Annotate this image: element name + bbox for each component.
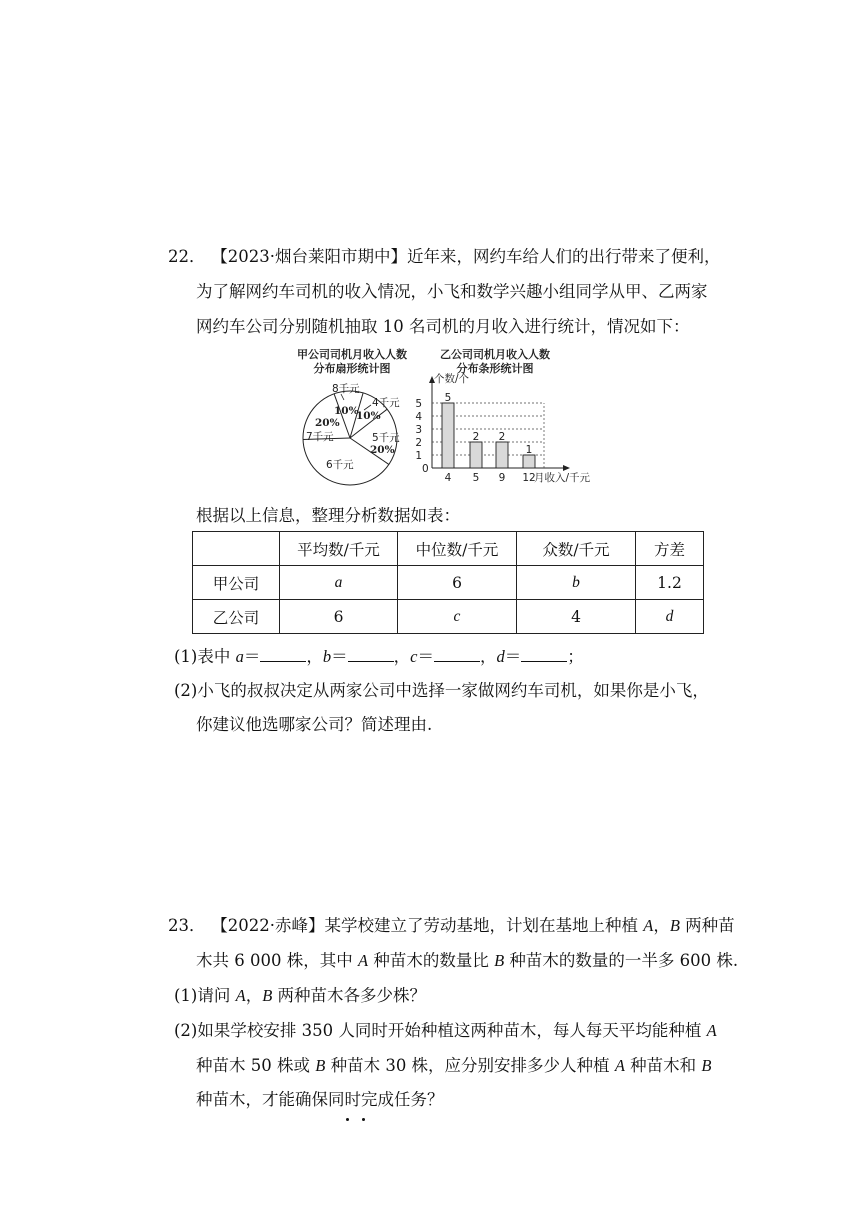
bar-value-label: 5	[444, 392, 452, 404]
table-header-median: 中位数/千元	[398, 532, 517, 566]
bar-value-label: 2	[498, 431, 506, 443]
question-number: 22．	[168, 247, 206, 266]
pie-title-line2: 分布扇形统计图	[313, 362, 391, 375]
pie-label-4k: 4千元	[372, 397, 400, 409]
table-cell: 1.2	[636, 566, 704, 600]
bar-4	[442, 403, 454, 468]
table-header-mean: 平均数/千元	[280, 532, 398, 566]
q23-line2: 木共 6 000 株，其中 A 种苗木的数量比 B 种苗木的数量的一半多 600 株.	[196, 951, 739, 970]
pie-label-7k: 7千元	[306, 431, 334, 443]
pie-pct-5k: 20%	[370, 444, 395, 456]
question-source: 【2023·烟台莱阳市期中】	[219, 247, 407, 266]
bar-9	[496, 442, 508, 468]
bar-value-label: 2	[472, 431, 480, 443]
charts-figure	[286, 344, 616, 489]
bar-value-label: 1	[525, 444, 533, 456]
table-header-mode: 众数/千元	[517, 532, 636, 566]
pie-label-8k: 8千元	[332, 383, 360, 395]
table-row	[193, 600, 704, 634]
answer-blank-a[interactable]	[260, 647, 306, 662]
bar-xtick: 9	[498, 472, 506, 484]
table-cell: b	[517, 566, 636, 600]
answer-blank-b[interactable]	[348, 647, 394, 662]
bar-title-line1: 乙公司司机月收入人数	[440, 348, 550, 361]
pie-pct-7k: 20%	[315, 417, 340, 429]
q22-line1: 22． 【2023·烟台莱阳市期中】近年来，网约车给人们的出行带来了便利，	[168, 247, 721, 266]
table-cell: 6	[398, 566, 517, 600]
emphasis-dot	[362, 1118, 365, 1121]
bar-origin: 0	[422, 463, 429, 475]
bar-ytick: 2	[415, 437, 422, 449]
pie-title-line1: 甲公司司机月收入人数	[297, 348, 407, 361]
bar-xlabel: 月收入/千元	[534, 472, 591, 484]
bar-xtick: 12	[522, 472, 536, 484]
pie-pct-8k: 10%	[334, 405, 359, 417]
table-row	[193, 566, 704, 600]
q22-part2-line1: (2)小飞的叔叔决定从两家公司中选择一家做网约车司机，如果你是小飞，	[174, 681, 709, 700]
bar-ytick: 1	[415, 450, 422, 462]
q23-part2-line1: (2)如果学校安排 350 人同时开始种植这两种苗木，每人每天平均能种植 A	[174, 1021, 717, 1040]
table-cell: 4	[517, 600, 636, 634]
bar-title-line2: 分布条形统计图	[456, 362, 534, 375]
pie-label-6k: 6千元	[326, 459, 354, 471]
pie-pct-4k: 10%	[356, 410, 381, 422]
q23-part2-line2: 种苗木 50 株或 B 种苗木 30 株，应分别安排多少人种植 A 种苗木和 B	[196, 1056, 712, 1075]
table-cell: 6	[280, 600, 398, 634]
table-cell: 甲公司	[193, 566, 280, 600]
table-intro: 根据以上信息，整理分析数据如表：	[196, 506, 460, 525]
answer-blank-d[interactable]	[521, 647, 567, 662]
bar-ylabel: 个数/个	[434, 373, 470, 385]
bar-12	[523, 455, 535, 468]
emphasis-dot	[346, 1118, 349, 1121]
bar-chart	[415, 347, 590, 484]
table-cell: d	[636, 600, 704, 634]
answer-blank-c[interactable]	[434, 647, 480, 662]
question-number: 23．	[168, 916, 206, 935]
bar-xtick: 5	[472, 472, 480, 484]
pie-label-5k: 5千元	[372, 432, 400, 444]
table-cell: 乙公司	[193, 600, 280, 634]
bar-ytick: 4	[415, 411, 422, 423]
q23-part2-line3: 种苗木，才能确保同时完成任务？	[196, 1090, 444, 1109]
pie-chart	[297, 347, 407, 485]
q23-line1: 23． 【2022·赤峰】某学校建立了劳动基地，计划在基地上种植 A，B 两种苗	[168, 916, 735, 935]
q22-line2: 为了解网约车司机的收入情况，小飞和数学兴趣小组同学从甲、乙两家	[196, 282, 708, 301]
q22-line3: 网约车公司分别随机抽取 10 名司机的月收入进行统计，情况如下：	[196, 317, 690, 336]
bar-ytick: 5	[415, 398, 422, 410]
q23-part1: (1)请问 A，B 两种苗木各多少株？	[174, 986, 427, 1005]
table-header-corner	[193, 532, 280, 566]
bar-xtick: 4	[444, 472, 452, 484]
q22-part1: (1)表中 a＝ ，b＝ ，c＝ ，d＝ ；	[174, 647, 584, 666]
table-cell: a	[280, 566, 398, 600]
question-source: 【2022·赤峰】	[219, 916, 325, 935]
stats-table	[192, 531, 704, 634]
bar-ytick: 3	[415, 424, 422, 436]
q22-part2-line2: 你建议他选哪家公司？简述理由.	[196, 715, 433, 734]
table-cell: c	[398, 600, 517, 634]
bar-5	[470, 442, 482, 468]
table-header-row	[193, 532, 704, 566]
table-header-variance: 方差	[636, 532, 704, 566]
